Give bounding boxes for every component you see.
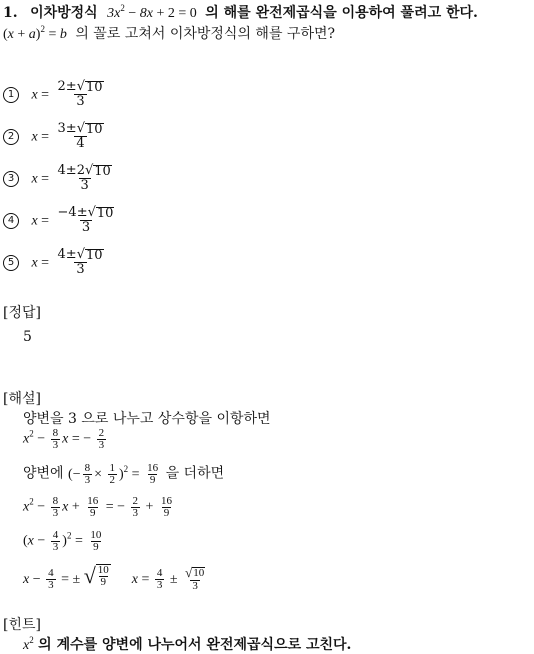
question-form: $(x + a)^2 = b$: [3, 24, 67, 42]
choice-2[interactable]: 2 x = 3± √ 10 4: [3, 122, 108, 151]
question-text-a: 이차방정식: [30, 5, 98, 21]
choice-1[interactable]: 1 x = 2± √ 10 3: [3, 80, 108, 109]
question-line-1: [3, 3, 478, 21]
question-line-2: [3, 24, 335, 42]
choice-4[interactable]: 4 x = −4± √ 10 3: [3, 206, 118, 235]
hint-text: 의 계수를 양변에 나누어서 완전제곱식으로 고친다.: [38, 637, 352, 653]
explanation-eq-2: $x^2$ − $\frac{8}{3}$ x + $\frac{16}{9}$ = − $\frac{2}{3}$ + $\frac{16}{9}$: [23, 495, 172, 519]
choice-marker-2: 2: [3, 129, 19, 145]
choice-fraction-5: 4± √ 10 3: [57, 247, 103, 277]
explanation-step-2: 양변에 (− $\frac{8}{3}$ × $\frac{1}{2}$ )$^2$ = $\frac{16}{9}$ 을 더하면: [23, 462, 225, 486]
answer-value: 5: [23, 329, 32, 345]
choice-marker-1: 1: [3, 87, 19, 103]
choice-fraction-4: −4± √ 10 3: [57, 205, 114, 235]
choice-fraction-2: 3± √ 10 4: [57, 121, 103, 151]
question-equation: $3x^2 - 8x + 2 = 0$: [107, 3, 197, 21]
question-text-b: 의 해를 완전제곱식을 이용하여 풀려고 한다.: [205, 5, 478, 21]
choice-3[interactable]: 3 x = 4±2 √ 10 3: [3, 164, 116, 193]
explanation-eq-3: (x − $\frac{4}{3}$ )$^2$ = $\frac{10}{9}$: [23, 529, 102, 553]
explanation-eq-1: $x^2$ − $\frac{8}{3}$ x = − $\frac{2}{3}$: [23, 427, 105, 451]
choice-marker-4: 4: [3, 213, 19, 229]
explanation-eq-4: x − $\frac{4}{3}$ = ± √ $\frac{10}{9}$ x = $\frac{4}{3}$ ± √ 10 3: [23, 563, 205, 593]
answer-label: [정답]: [3, 305, 41, 321]
choice-marker-3: 3: [3, 171, 19, 187]
question-number: 1.: [3, 5, 18, 21]
choice-marker-5: 5: [3, 255, 19, 271]
question-text-c: 의 꼴로 고쳐서 이차방정식의 해를 구하면?: [75, 26, 335, 42]
hint-label: [힌트]: [3, 617, 41, 633]
explanation-step-1: 양변을 3 으로 나누고 상수항을 이항하면: [23, 411, 271, 427]
choice-fraction-3: 4±2 √ 10 3: [57, 163, 111, 193]
hint-line: $x^2$ 의 계수를 양변에 나누어서 완전제곱식으로 고친다.: [23, 635, 352, 653]
choice-fraction-1: 2± √ 10 3: [57, 79, 103, 109]
explanation-label: [해설]: [3, 391, 41, 407]
choice-5[interactable]: 5 x = 4± √ 10 3: [3, 248, 108, 277]
